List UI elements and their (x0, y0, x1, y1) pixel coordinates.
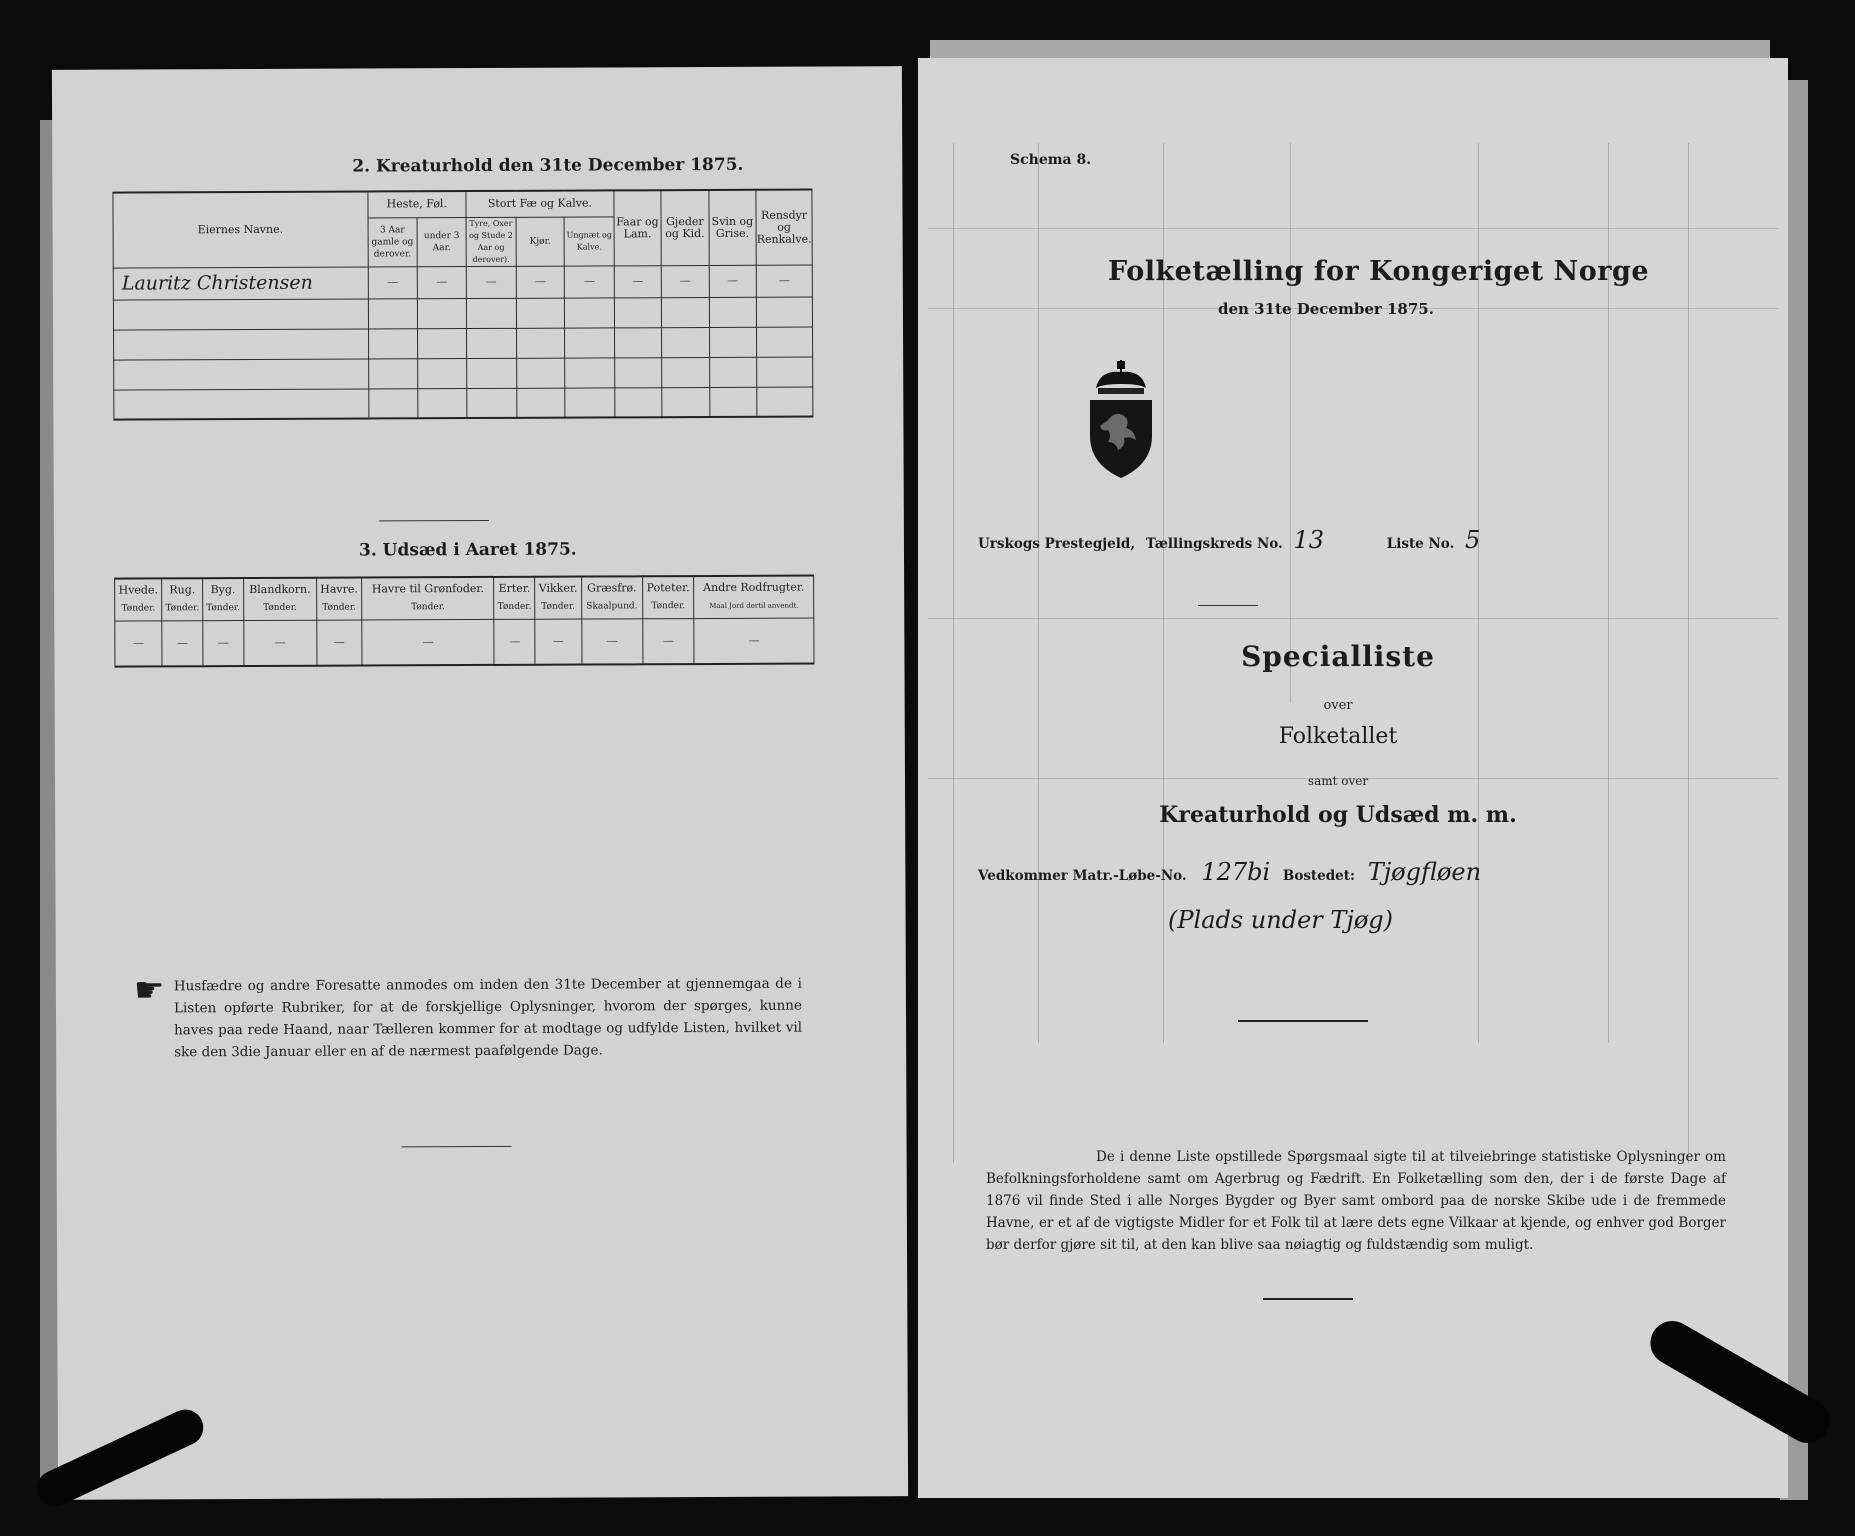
sowing-column-unit: Maal Jord dertil anvendt. (709, 601, 799, 611)
cell-value: — (115, 620, 162, 666)
cattle-header: Stort Fæ og Kalve. (466, 190, 614, 217)
left-page (52, 66, 908, 1500)
cell-value: — (362, 619, 495, 666)
section3-title: 3. Udsæd i Aaret 1875. (358, 539, 577, 561)
property-line (978, 858, 1481, 886)
cell-value: — (694, 618, 814, 665)
census-date: den 31te December 1875. (1218, 300, 1434, 318)
sowing-column-header (243, 578, 316, 620)
bleed-line (953, 143, 954, 1163)
place-note: (Plads under Tjøg) (1168, 906, 1394, 934)
cell-value: — (756, 265, 812, 297)
table-row (114, 387, 813, 420)
matr-label: Vedkommer Matr.-Løbe-No. (978, 868, 1187, 884)
sowing-column-name: Vikker. (538, 581, 578, 595)
parish-name: Urskogs Prestegjeld, (978, 536, 1136, 552)
cell-value: — (565, 265, 614, 297)
cell-value: — (614, 265, 661, 297)
cows-header: Kjør. (516, 217, 565, 266)
sowing-column-unit: Tønder. (541, 601, 576, 612)
special-list-heading: Specialliste (1241, 640, 1435, 673)
sowing-column-header (642, 576, 694, 618)
list-label: Liste No. (1386, 536, 1455, 552)
cell-value: — (516, 266, 565, 298)
list-number: 5 (1464, 526, 1481, 554)
livestock-sowing-label: Kreaturhold og Udsæd m. m. (1159, 802, 1517, 828)
cell-value: — (643, 618, 695, 664)
sowing-column-name: Havre. (320, 582, 358, 596)
bleed-line (1038, 143, 1039, 1043)
owner-header-cell (113, 191, 368, 267)
right-page (918, 58, 1788, 1498)
goats-header: Gjeder og Kid. (661, 190, 709, 265)
bleed-line (1290, 143, 1291, 703)
reindeer-header: Rensdyr og Renkalve. (756, 190, 812, 265)
horses-young-header: under 3 Aar. (417, 217, 466, 266)
sowing-column-header (494, 577, 535, 619)
footer-rule (1263, 1298, 1353, 1300)
population-label: Folketallet (1278, 724, 1398, 749)
table-row (115, 618, 814, 667)
oxen-header: Tyre, Oxer og Stude 2 Aar og derover). (466, 217, 516, 266)
sowing-column-name: Byg. (210, 583, 236, 597)
footer-rule (402, 1146, 512, 1147)
cell-value: — (535, 619, 582, 665)
bleed-line (928, 618, 1778, 619)
place-label: Bostedet: (1282, 868, 1355, 884)
coat-of-arms-icon (1080, 358, 1162, 482)
cell-value: — (368, 266, 418, 298)
district-number: 13 (1293, 526, 1325, 554)
notice-text: Husfædre og andre Foresatte anmodes om inden den 31te December at gjennemgaa de i Listen opførte Rubriker, for at de forskjellige Oplysninger, hvorom der spørges, kunne haves paa rede Haand, naar Tælleren kommer for at modtage og udfylde Listen, hvilket vil ske den 3die Januar eller en af de nærmest paafølgende Dage. (173, 975, 803, 1061)
cell-value: — (243, 620, 316, 666)
sowing-column-header (362, 577, 495, 620)
bleed-line (1688, 143, 1689, 1163)
separator-rule (1238, 1020, 1368, 1022)
info-paragraph: De i denne Liste opstillede Spørgsmaal sigte til at tilveiebringe statistiske Oplysninger om Befolkningsforholdene samt om Agerbrug og Fædrift. En Folketælling som den, der i de første Dage af 1876 vil finde Sted i alle Norges Bygder og Byer samt ombord paa de norske Skibe ude i de fremmede Havne, er et af de vigtigste Midler for et Folk til at lære dets egne Vilkaar at kjende, og enhver god Borger bør derfor gjøre sit til, at den kan blive saa nøiagtig og fuldstændig som muligt. (986, 1149, 1726, 1253)
over-label-2: samt over (1307, 774, 1369, 788)
sowing-column-name: Poteter. (646, 581, 690, 595)
sheep-header: Faar og Lam. (614, 190, 662, 265)
separator-rule (1198, 605, 1258, 606)
owner-name: Lauritz Christensen (113, 266, 368, 299)
sowing-column-name: Blandkorn. (249, 582, 311, 597)
table-row (114, 327, 813, 360)
sowing-column-header (694, 576, 814, 619)
section2-title: 2. Kreaturhold den 31te December 1875. (352, 154, 744, 177)
sowing-column-header (316, 578, 361, 620)
table-row (114, 357, 813, 390)
sowing-column-unit: Tønder. (263, 603, 297, 614)
sowing-column-name: Erter. (498, 582, 531, 596)
sowing-column-name: Andre Rodfrugter. (703, 580, 805, 595)
pointing-hand-icon: ☛ (133, 970, 165, 1011)
sowing-column-header (115, 578, 162, 620)
horses-header: Heste, Føl. (367, 191, 466, 217)
sowing-column-unit: Tønder. (322, 602, 357, 613)
district-label: Tællingskreds No. (1145, 536, 1283, 552)
sowing-column-header (581, 576, 642, 618)
sowing-column-header (162, 578, 203, 620)
sowing-column-unit: Tønder. (121, 603, 156, 614)
cell-value: — (162, 620, 203, 666)
livestock-table (112, 189, 813, 421)
cell-value: — (317, 620, 362, 666)
cell-value: — (466, 266, 516, 298)
horses-old-header: 3 Aar gamle og derover. (368, 217, 418, 266)
cell-value: — (709, 265, 757, 297)
sowing-column-unit: Tønder. (165, 603, 200, 614)
cell-value: — (661, 265, 709, 297)
cell-value: — (203, 620, 244, 666)
census-title: Folketælling for Kongeriget Norge (1108, 256, 1650, 287)
parish-line (978, 526, 1480, 554)
sowing-column-name: Græsfrø. (587, 581, 637, 595)
table-row (113, 265, 812, 300)
over-label: over (1323, 698, 1353, 713)
separator-rule (379, 520, 489, 521)
owner-header: Eiernes Navne. (197, 222, 284, 236)
sowing-column-name: Hvede. (118, 583, 158, 597)
cell-value: — (581, 618, 642, 664)
young-cattle-header: Ungnæt og Kalve. (565, 216, 615, 265)
cell-value: — (494, 619, 535, 665)
matr-number: 127bi (1201, 858, 1271, 886)
sowing-column-unit: Tønder. (206, 603, 240, 614)
sowing-column-unit: Tønder. (651, 601, 686, 612)
sowing-column-unit: Tønder. (411, 602, 445, 613)
sowing-column-name: Rug. (169, 583, 196, 597)
sowing-table (114, 575, 814, 668)
sowing-column-unit: Tønder. (497, 602, 532, 613)
cell-value: — (417, 266, 466, 298)
schema-label: Schema 8. (1010, 152, 1092, 168)
sowing-column-unit: Skaalpund. (586, 601, 638, 612)
table-row (113, 297, 812, 330)
pigs-header: Svin og Grise. (709, 190, 757, 265)
sowing-column-name: Havre til Grønfoder. (371, 582, 484, 596)
bleed-line (928, 228, 1778, 229)
sowing-column-header (203, 578, 244, 620)
place-name: Tjøgfløen (1367, 858, 1482, 886)
sowing-column-header (535, 577, 582, 619)
